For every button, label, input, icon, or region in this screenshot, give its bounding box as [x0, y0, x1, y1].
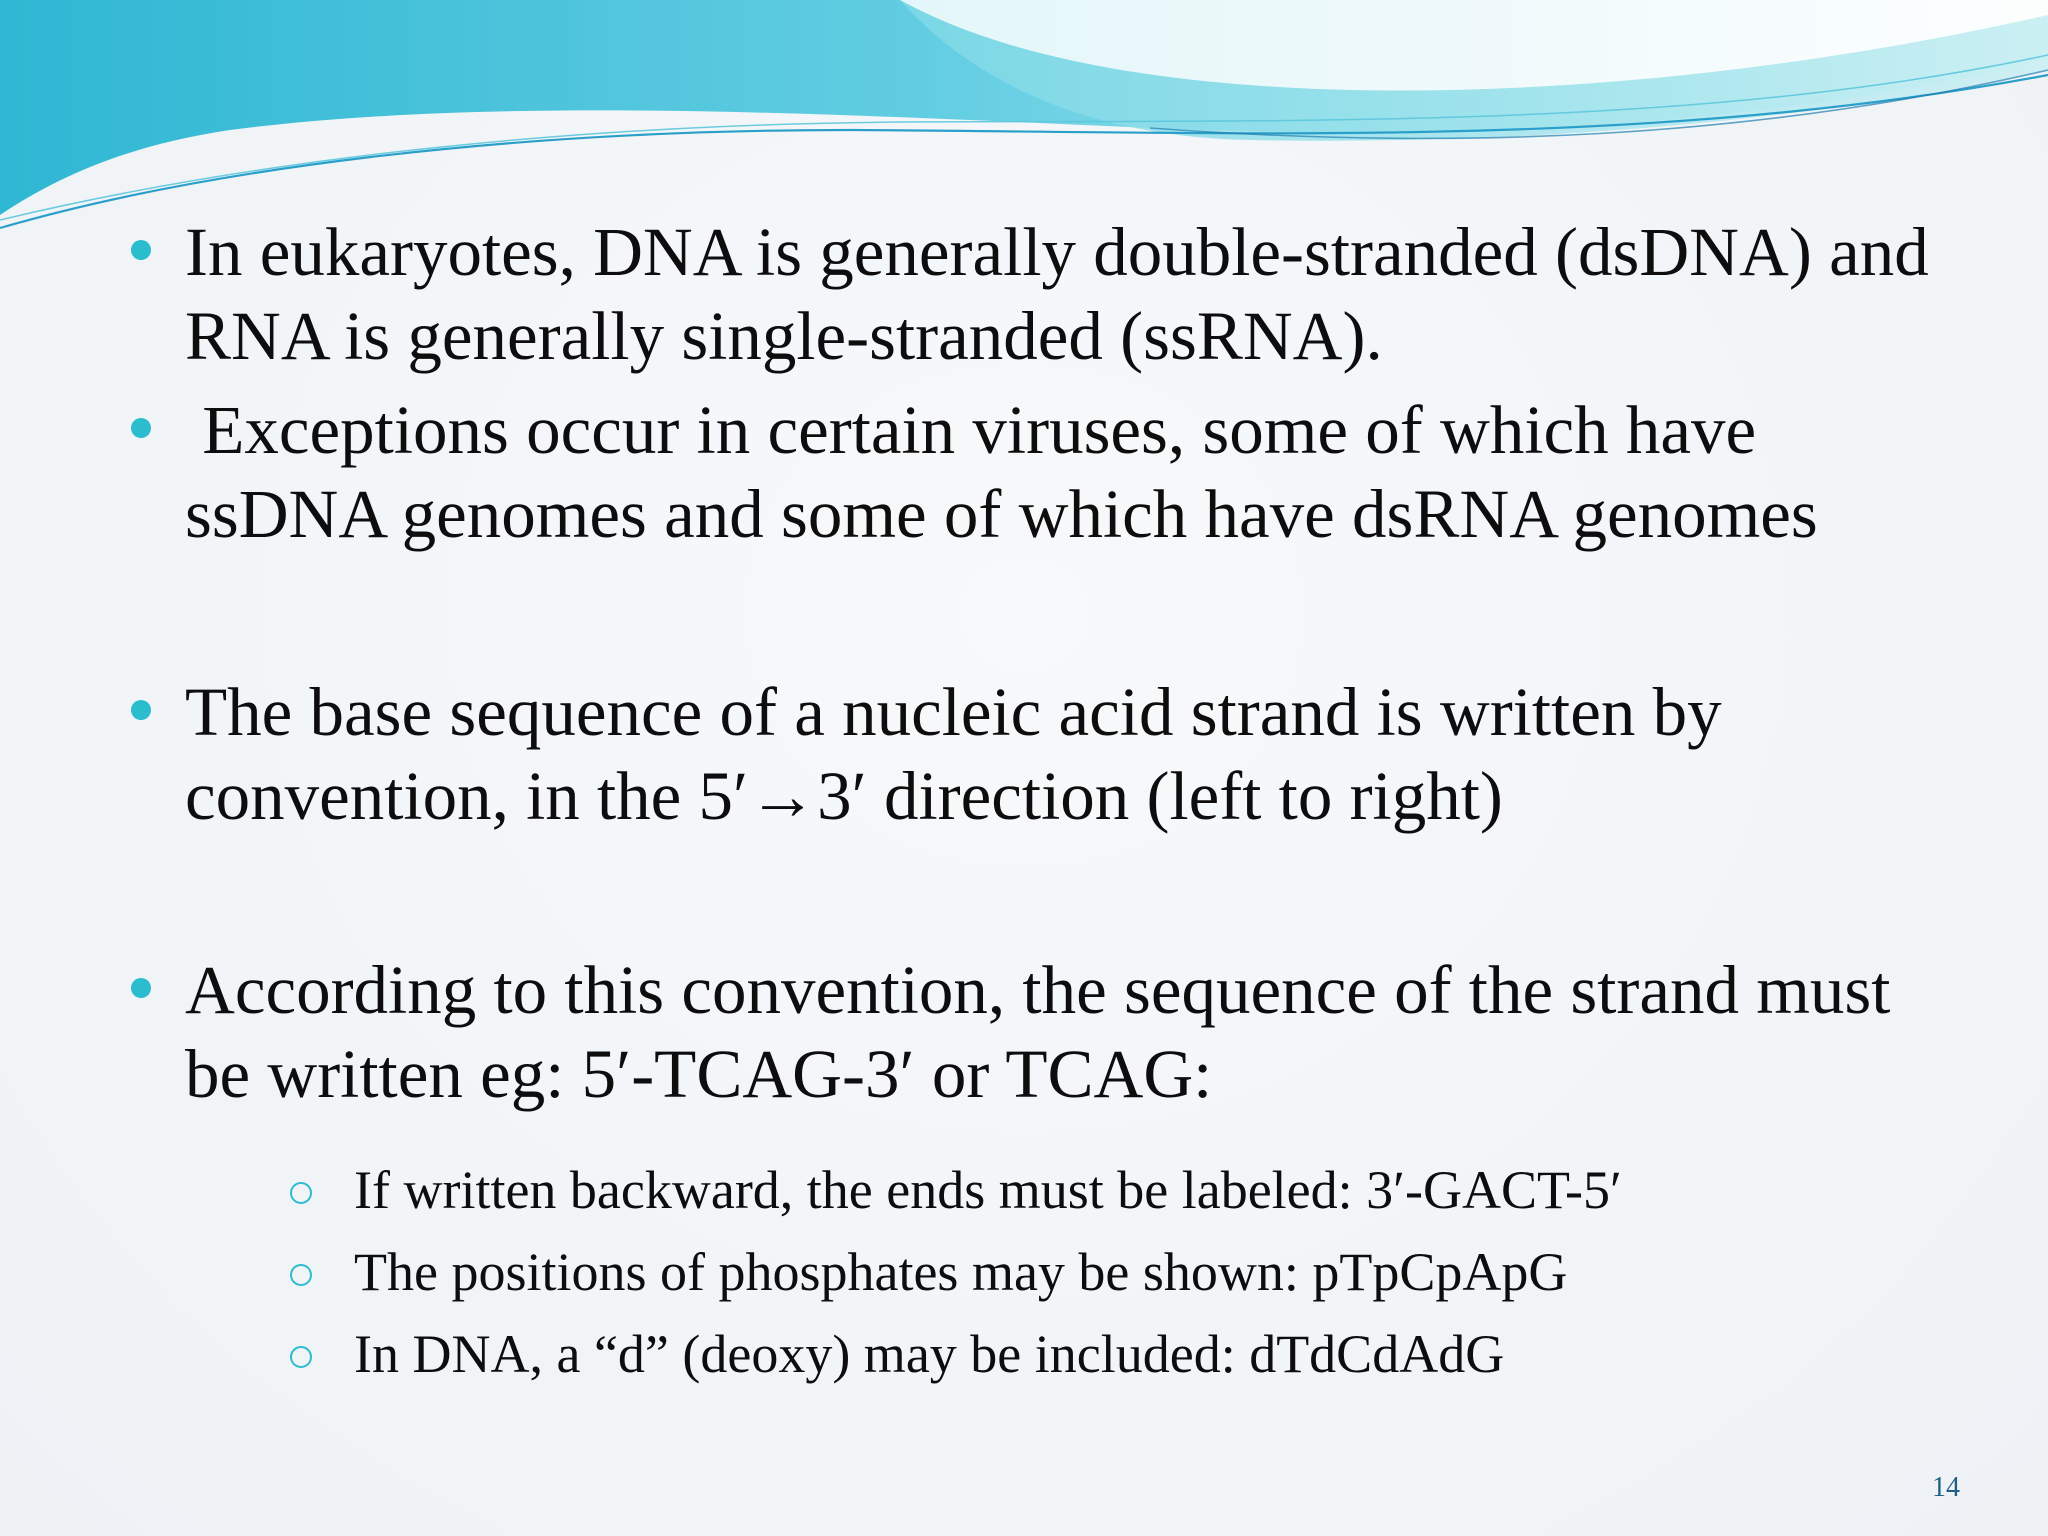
hollow-circle-bullet-icon — [290, 1264, 312, 1286]
page-number: 14 — [1932, 1472, 1960, 1503]
sub-bullet-text: If written backward, the ends must be labeled: 3′-GACT-5′ — [354, 1160, 1622, 1220]
sub-bullet-text: The positions of phosphates may be shown: pTpCpApG — [354, 1242, 1568, 1302]
bullet-text: Exceptions occur in certain viruses, some of which have ssDNA genomes and some of which have dsRNA genomes — [185, 392, 1818, 552]
bullet-text: According to this convention, the sequence of the strand must be written eg: 5′-TCAG-3′ or TCAG: — [185, 952, 1891, 1112]
bullet-dot-icon — [131, 978, 151, 998]
bullet-dot-icon — [131, 240, 151, 260]
bullet-dot-icon — [131, 418, 151, 438]
hollow-circle-bullet-icon — [290, 1182, 312, 1204]
bullet-text: The base sequence of a nucleic acid strand is written by convention, in the 5′→3′ direction (left to right) — [185, 674, 1722, 834]
hollow-circle-bullet-icon — [290, 1346, 312, 1368]
header-wave-decoration — [0, 0, 2048, 240]
bullet-text: In eukaryotes, DNA is generally double-stranded (dsDNA) and RNA is generally single-stranded (ssRNA). — [185, 214, 1929, 374]
bullet-dot-icon — [131, 700, 151, 720]
sub-bullet-text: In DNA, a “d” (deoxy) may be included: dTdCdAdG — [354, 1324, 1505, 1384]
